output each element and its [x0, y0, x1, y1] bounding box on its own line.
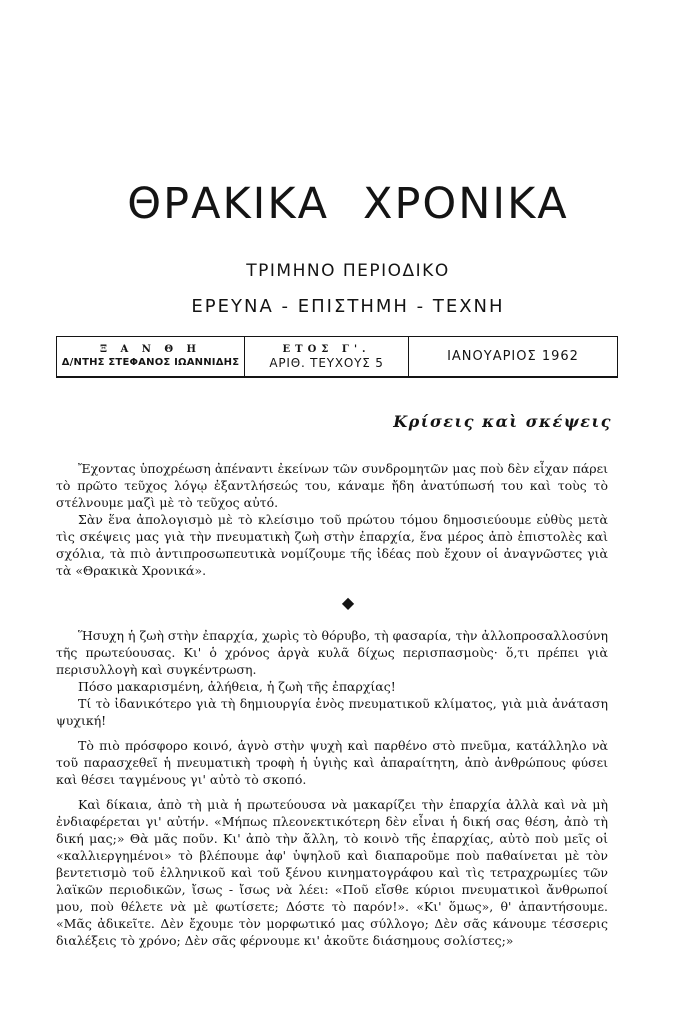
article-heading: Κρίσεις καὶ σκέψεις — [393, 412, 612, 431]
info-cell-location — [57, 337, 245, 376]
journal-title — [0, 176, 696, 232]
section-divider-diamond-icon: ◆ — [341, 593, 355, 612]
journal-fields: ΕΡΕΥΝΑ - ΕΠΙΣΤΗΜΗ - ΤΕΧΝΗ — [191, 296, 505, 317]
intro-text — [56, 460, 608, 579]
intro-paragraph: Σὰν ἕνα ἀπολογισμὸ μὲ τὸ κλείσιμο τοῦ πρώτου τόμου δημοσιεύουμε εὐθὺς μετὰ τὶς σκέψεις μας γιὰ τὴν πνευματικὴ ζωὴ στὴν ἐπαρχία, ἕνα μέρος ἀπὸ ἐπιστολὲς καὶ σχόλια, τὰ πιὸ ἀντιπροσωπευτικὰ νομίζουμε τῆς ἰδέας ποὺ ἔχουν οἱ ἀναγνῶστες γιὰ τὰ «Θρακικὰ Χρονικά». — [56, 512, 608, 578]
journal-title-word-1: ΘΡΑΚΙΚΑ — [127, 179, 329, 229]
body-paragraph: Ἥσυχη ἡ ζωὴ στὴν ἐπαρχία, χωρὶς τὸ θόρυβο, τὴ φασαρία, τὴν ἀλλοπροσαλλοσύνη τῆς πρωτεύουσας. Κι' ὁ χρόνος ἀργὰ κυλᾶ δίχως περισπασμοὺς· ὅ,τι πρέπει γιὰ περισυλλογὴ καὶ συγκέντρωση. — [56, 628, 608, 677]
article-body — [56, 627, 608, 949]
body-paragraph: Τὸ πιὸ πρόσφορο κοινό, ἁγνὸ στὴν ψυχὴ καὶ παρθένο στὸ πνεῦμα, κατάλληλο νὰ τοῦ παρασχεθεῖ ἡ πνευματικὴ τροφὴ ἡ ὑγιὴς καὶ ἀπαραίτητη, ἀπὸ ἀνθρώπους φύσει καὶ θέσει ταγμένους γι' αὐτὸ τὸ σκοπό. — [56, 738, 608, 787]
info-cell-issue — [245, 337, 409, 376]
body-paragraph: Πόσο μακαρισμένη, ἀλήθεια, ἡ ζωὴ τῆς ἐπαρχίας! — [78, 679, 396, 694]
intro-paragraph: Ἔχοντας ὑποχρέωση ἀπέναντι ἐκείνων τῶν συνδρομητῶν μας ποὺ δὲν εἶχαν πάρει τὸ πρῶτο τεῦχος λόγῳ ἐξαντλήσεώς του, κάναμε ἤδη ἀνατύπωσή του καὶ τοὺς τὸ στέλνουμε μαζὶ μὲ τὸ τεῦχος αὐτό. — [56, 461, 608, 510]
year-label: ΕΤΟΣ Γ'. — [282, 343, 371, 355]
issue-number-label: ΑΡΙΘ. ΤΕΥΧΟΥΣ 5 — [269, 355, 384, 370]
journal-subtitle: ΤΡΙΜΗΝΟ ΠΕΡΙΟΔΙΚΟ — [246, 261, 450, 281]
body-paragraph: Τί τὸ ἰδανικότερο γιὰ τὴ δημιουργία ἑνὸς πνευματικοῦ κλίματος, γιὰ μιὰ ἀνάταση ψυχική! — [56, 696, 608, 728]
body-paragraph: Καὶ δίκαια, ἀπὸ τὴ μιὰ ἡ πρωτεύουσα νὰ μακαρίζει τὴν ἐπαρχία ἀλλὰ καὶ νὰ μὴ ἐνδιαφέρεται γι' αὐτήν. «Μήπως πλεονεκτικότερη δὲν εἶναι ἡ δική σας θέση, ἀπὸ τὴ δική μας;» Θὰ μᾶς ποῦν. Κι' ἀπὸ τὴν ἄλλη, τὸ κοινὸ τῆς ἐπαρχίας, αὐτὸ ποὺ μεῖς οἱ «καλλιεργημένοι» τὸ βλέπουμε ἀφ' ὑψηλοῦ καὶ διαπαροῦμε ποὺ παθαίνεται μὲ τὸν βεντετισμὸ τοῦ ἑλληνικοῦ καὶ τοῦ ξένου κινηματογράφου καὶ τὶς τετραχρωμίες τῶν λαϊκῶν περιοδικῶν, ἴσως - ἴσως νὰ λέει: «Ποῦ εἴσθε κύριοι πνευματικοὶ ἄνθρωποί μου, ποὺ θέλετε νὰ μὲ φωτίσετε; Δόστε τὸ παρόν!». «Κι' ὅμως», θ' ἀπαντήσουμε. «Μᾶς ἀδικεῖτε. Δὲν ἔχουμε τὸν μορφωτικό μας σύλλογο; Δὲν σᾶς κάνουμε τέσσερις διαλέξεις τὸ χρόνο; Δὲν σᾶς φέρνουμε κι' ἀκοῦτε διάσημους σολίστες;» — [56, 797, 608, 948]
publication-info-box — [56, 336, 618, 378]
director-label: Δ/ΝΤΗΣ ΣΤΕΦΑΝΟΣ ΙΩΑΝΝΙΔΗΣ — [61, 357, 240, 368]
journal-title-word-2: ΧΡΟΝΙΚΑ — [362, 179, 569, 229]
issue-date-label: ΙΑΝΟΥΑΡΙΟΣ 1962 — [447, 349, 579, 364]
city-label: Ξ Α Ν Θ Η — [99, 344, 202, 355]
info-cell-date — [409, 337, 617, 376]
